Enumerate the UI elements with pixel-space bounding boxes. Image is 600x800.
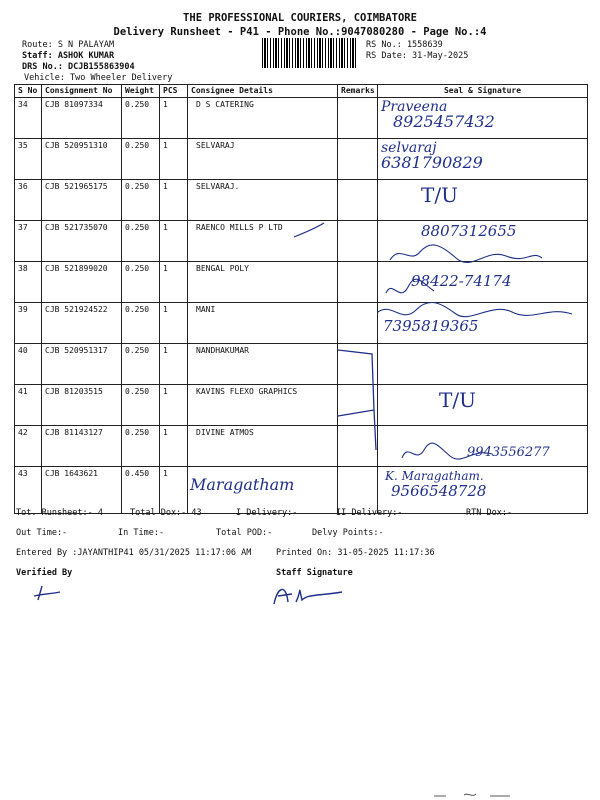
cell-weight: 0.250 bbox=[122, 139, 160, 180]
cell-sno: 38 bbox=[15, 262, 42, 303]
vehicle-label: Vehicle: Two Wheeler Delivery bbox=[24, 73, 173, 83]
cell-pcs: 1 bbox=[160, 385, 188, 426]
cell-weight: 0.250 bbox=[122, 303, 160, 344]
cell-signature bbox=[378, 385, 588, 426]
cell-consignment: CJB 81143127 bbox=[42, 426, 122, 467]
col-consignment: Consignment No bbox=[42, 85, 122, 98]
cell-consignment: CJB 520951317 bbox=[42, 344, 122, 385]
cell-signature bbox=[378, 180, 588, 221]
cell-consignment: CJB 520951310 bbox=[42, 139, 122, 180]
cell-signature bbox=[378, 139, 588, 180]
cell-pcs: 1 bbox=[160, 98, 188, 139]
col-remarks: Remarks bbox=[338, 85, 378, 98]
out-time-label: Out Time:- bbox=[16, 528, 68, 538]
table-row bbox=[15, 344, 588, 385]
cell-consignment: CJB 521735070 bbox=[42, 221, 122, 262]
delvy-points-label: Delvy Points:- bbox=[312, 528, 384, 538]
barcode bbox=[262, 38, 358, 68]
handwritten-signature-icon bbox=[386, 240, 546, 270]
cell-consignee: DIVINE ATMOS bbox=[188, 426, 338, 467]
verified-by-label: Verified By bbox=[16, 568, 73, 578]
pen-tick-icon bbox=[290, 215, 340, 245]
cell-remarks bbox=[338, 139, 378, 180]
cell-consignee: NANDHAKUMAR bbox=[188, 344, 338, 385]
route-label: Route: S N PALAYAM bbox=[22, 40, 115, 50]
bottom-mark-icon bbox=[430, 790, 520, 800]
cell-consignee: RAENCO MILLS P LTD bbox=[188, 221, 338, 262]
table-row bbox=[15, 426, 588, 467]
col-weight: Weight bbox=[122, 85, 160, 98]
printed-on-label: Printed On: 31-05-2025 11:17:36 bbox=[276, 548, 435, 558]
col-sno: S No bbox=[15, 85, 42, 98]
cell-weight: 0.250 bbox=[122, 221, 160, 262]
cell-pcs: 1 bbox=[160, 180, 188, 221]
total-dox-label: Total Dox:- 43 bbox=[130, 508, 202, 518]
cell-consignee: D S CATERING bbox=[188, 98, 338, 139]
cell-sno: 39 bbox=[15, 303, 42, 344]
runsheet-table bbox=[14, 84, 588, 514]
ii-delivery-label: II Delivery:- bbox=[336, 508, 403, 518]
handwritten-phone: 7395819365 bbox=[383, 317, 479, 335]
staff-signature-label: Staff Signature bbox=[276, 568, 353, 578]
cell-pcs: 1 bbox=[160, 262, 188, 303]
handwritten-name: selvaraj bbox=[381, 140, 437, 156]
cell-signature bbox=[378, 344, 588, 385]
handwritten-signature-icon bbox=[398, 440, 498, 466]
cell-weight: 0.450 bbox=[122, 467, 160, 514]
cell-pcs: 1 bbox=[160, 344, 188, 385]
handwritten-phone: 8807312655 bbox=[421, 222, 517, 240]
cell-consignment: CJB 521965175 bbox=[42, 180, 122, 221]
table-row bbox=[15, 385, 588, 426]
cell-consignment: CJB 1643621 bbox=[42, 467, 122, 514]
total-pod-label: Total POD:- bbox=[216, 528, 273, 538]
cell-consignment: CJB 521899020 bbox=[42, 262, 122, 303]
cell-sno: 37 bbox=[15, 221, 42, 262]
col-consignee: Consignee Details bbox=[188, 85, 338, 98]
cell-pcs: 1 bbox=[160, 426, 188, 467]
cell-pcs: 1 bbox=[160, 467, 188, 514]
cell-remarks bbox=[338, 467, 378, 514]
cell-remarks bbox=[338, 262, 378, 303]
cell-sno: 41 bbox=[15, 385, 42, 426]
pen-bracket-icon bbox=[330, 340, 390, 460]
table-row bbox=[15, 467, 588, 514]
cell-pcs: 1 bbox=[160, 303, 188, 344]
cell-signature bbox=[378, 467, 588, 514]
cell-consignment: CJB 521924522 bbox=[42, 303, 122, 344]
handwritten-phone: 8925457432 bbox=[393, 112, 495, 131]
in-time-label: In Time:- bbox=[118, 528, 165, 538]
cell-sno: 36 bbox=[15, 180, 42, 221]
cell-sno: 40 bbox=[15, 344, 42, 385]
drs-label: DRS No.: DCJB155863904 bbox=[22, 62, 135, 72]
cell-signature bbox=[378, 98, 588, 139]
cell-remarks bbox=[338, 180, 378, 221]
cell-consignee: Maragatham bbox=[188, 467, 338, 514]
table-row bbox=[15, 139, 588, 180]
handwritten-name: K. Maragatham. bbox=[385, 469, 484, 483]
handwritten-phone: 98422-74174 bbox=[411, 272, 512, 290]
handwritten-phone: 9566548728 bbox=[391, 482, 487, 500]
cell-sno: 35 bbox=[15, 139, 42, 180]
staff-label: Staff: ASHOK KUMAR bbox=[22, 51, 115, 61]
cell-consignment: CJB 81203515 bbox=[42, 385, 122, 426]
cell-remarks bbox=[338, 221, 378, 262]
runsheet-title: Delivery Runsheet - P41 - Phone No.:9047080280 - Page No.:4 bbox=[113, 26, 487, 38]
cell-consignee: BENGAL POLY bbox=[188, 262, 338, 303]
col-seal-signature: Seal & Signature bbox=[378, 85, 588, 98]
cell-consignee: SELVARAJ. bbox=[188, 180, 338, 221]
table-row bbox=[15, 98, 588, 139]
cell-weight: 0.250 bbox=[122, 426, 160, 467]
i-delivery-label: I Delivery:- bbox=[236, 508, 298, 518]
cell-consignee: MANI bbox=[188, 303, 338, 344]
cell-consignee: SELVARAJ bbox=[188, 139, 338, 180]
cell-weight: 0.250 bbox=[122, 385, 160, 426]
staff-signature-icon bbox=[268, 580, 348, 610]
cell-sno: 42 bbox=[15, 426, 42, 467]
cell-sno: 43 bbox=[15, 467, 42, 514]
handwritten-phone: 9943556277 bbox=[467, 445, 550, 460]
col-pcs: PCS bbox=[160, 85, 188, 98]
handwritten-signature-icon bbox=[380, 275, 440, 305]
cell-consignee: KAVINS FLEXO GRAPHICS bbox=[188, 385, 338, 426]
entered-by-label: Entered By :JAYANTHIP41 05/31/2025 11:17:06 AM bbox=[16, 548, 252, 558]
cell-weight: 0.250 bbox=[122, 262, 160, 303]
rtn-dox-label: RTN Dox:- bbox=[466, 508, 513, 518]
cell-sno: 34 bbox=[15, 98, 42, 139]
cell-weight: 0.250 bbox=[122, 344, 160, 385]
table-header-row bbox=[15, 85, 588, 98]
cell-consignment: CJB 81097334 bbox=[42, 98, 122, 139]
cell-weight: 0.250 bbox=[122, 98, 160, 139]
cell-pcs: 1 bbox=[160, 221, 188, 262]
cell-pcs: 1 bbox=[160, 139, 188, 180]
handwritten-note: T/U bbox=[439, 388, 476, 412]
verifier-signature-icon bbox=[28, 582, 68, 606]
company-title: THE PROFESSIONAL COURIERS, COIMBATORE bbox=[183, 12, 417, 24]
rs-date-label: RS Date: 31-May-2025 bbox=[366, 51, 469, 61]
handwritten-note: T/U bbox=[421, 183, 458, 207]
cell-remarks bbox=[338, 98, 378, 139]
handwritten-name: Praveena bbox=[381, 99, 448, 115]
rs-no-label: RS No.: 1558639 bbox=[366, 40, 443, 50]
cell-weight: 0.250 bbox=[122, 180, 160, 221]
handwritten-phone: 6381790829 bbox=[381, 153, 483, 172]
tot-runsheet-label: Tot. Runsheet:- 4 bbox=[16, 508, 103, 518]
